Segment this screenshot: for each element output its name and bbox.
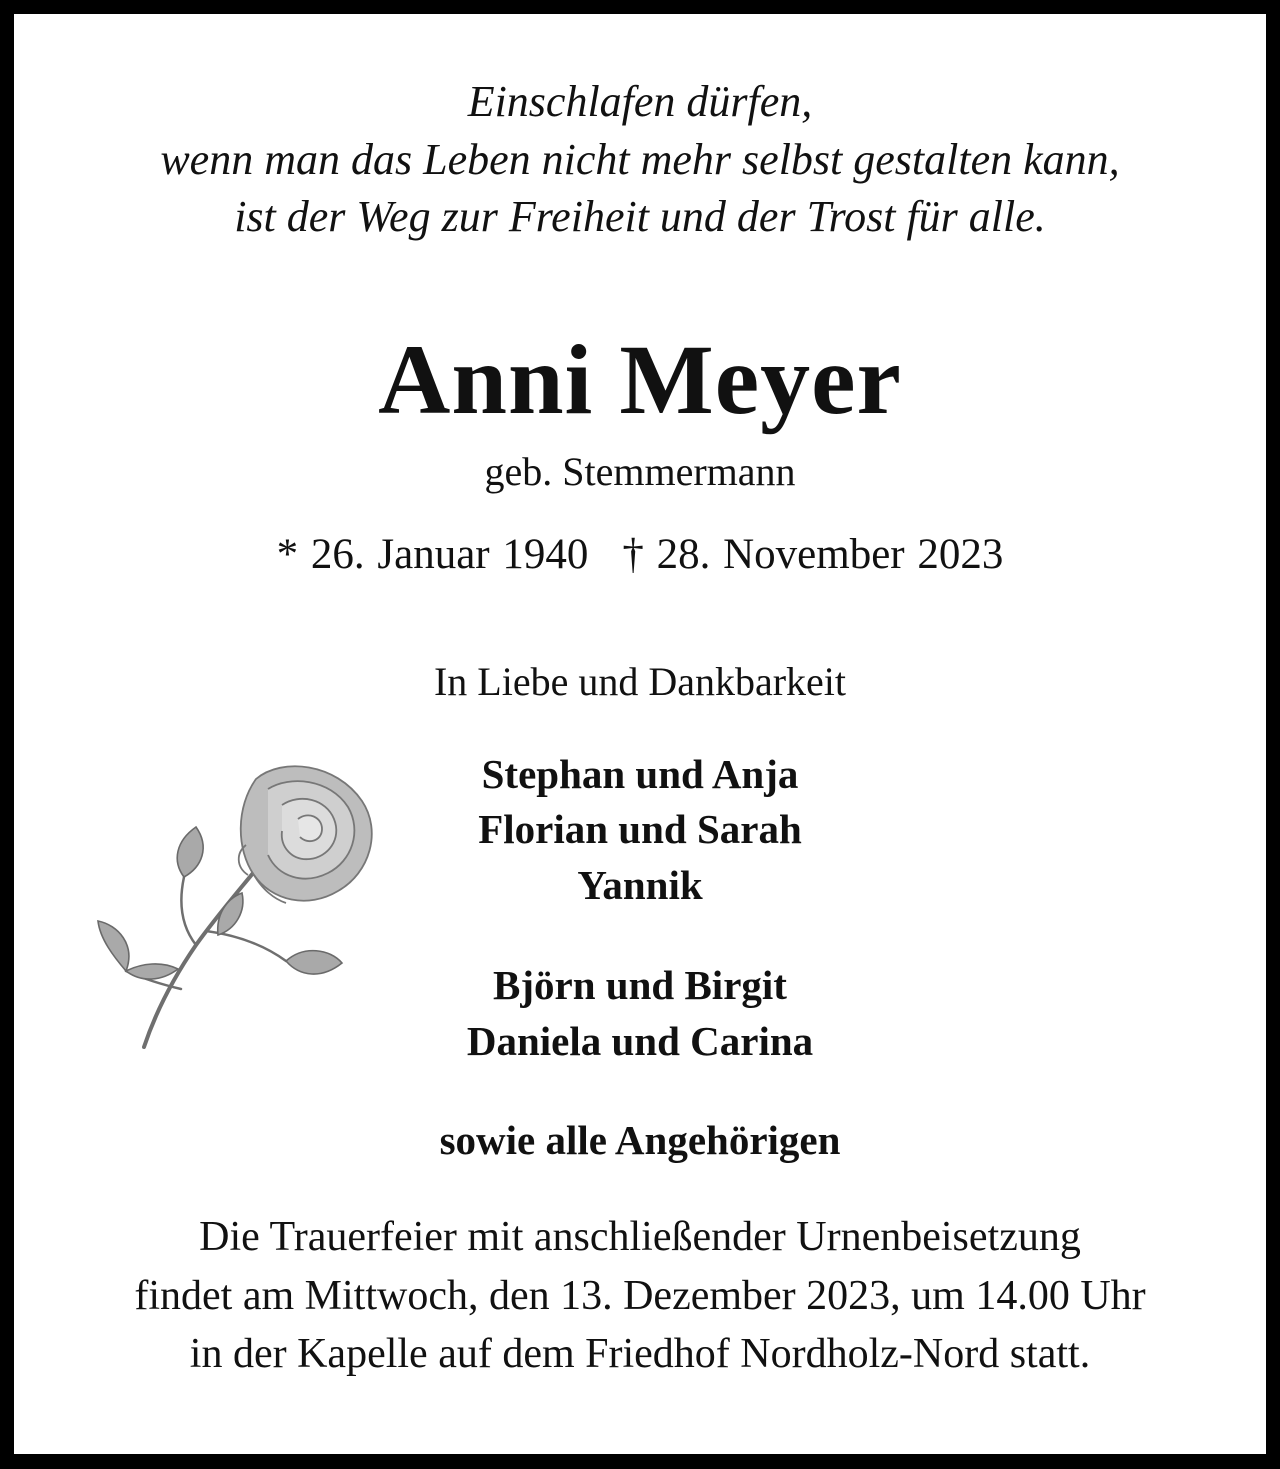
obituary-notice <box>14 14 1266 1454</box>
death-date: † 28. November 2023 <box>622 531 1004 578</box>
mourner-line: Yannik <box>577 862 703 908</box>
life-dates <box>14 533 1266 576</box>
birth-date: * 26. Januar 1940 <box>276 531 589 578</box>
mourner-line: Daniela und Carina <box>466 1018 814 1064</box>
mourners-intro: In Liebe und Dankbarkeit <box>433 659 847 704</box>
verse-line-2: wenn man das Leben nicht mehr selbst gestalten kann, <box>160 135 1120 184</box>
rose-icon <box>86 749 376 1049</box>
mourner-line: Björn und Birgit <box>493 962 787 1008</box>
service-line-3: in der Kapelle auf dem Friedhof Nordholz-Nord statt. <box>189 1331 1091 1377</box>
service-line-2: findet am Mittwoch, den 13. Dezember 2023, um 14.00 Uhr <box>134 1273 1146 1319</box>
verse-line-3: ist der Weg zur Freiheit und der Trost für alle. <box>234 192 1046 241</box>
mourner-line: Stephan und Anja <box>481 751 799 797</box>
service-line-1: Die Trauerfeier mit anschließender Urnenbeisetzung <box>199 1214 1081 1260</box>
deceased-name: Anni Meyer <box>378 324 902 435</box>
mourners-closing: sowie alle Angehörigen <box>439 1117 841 1163</box>
verse-line-1: Einschlafen dürfen, <box>467 77 813 126</box>
maiden-name: geb. Stemmermann <box>484 449 796 494</box>
mourner-line: Florian und Sarah <box>478 806 802 852</box>
